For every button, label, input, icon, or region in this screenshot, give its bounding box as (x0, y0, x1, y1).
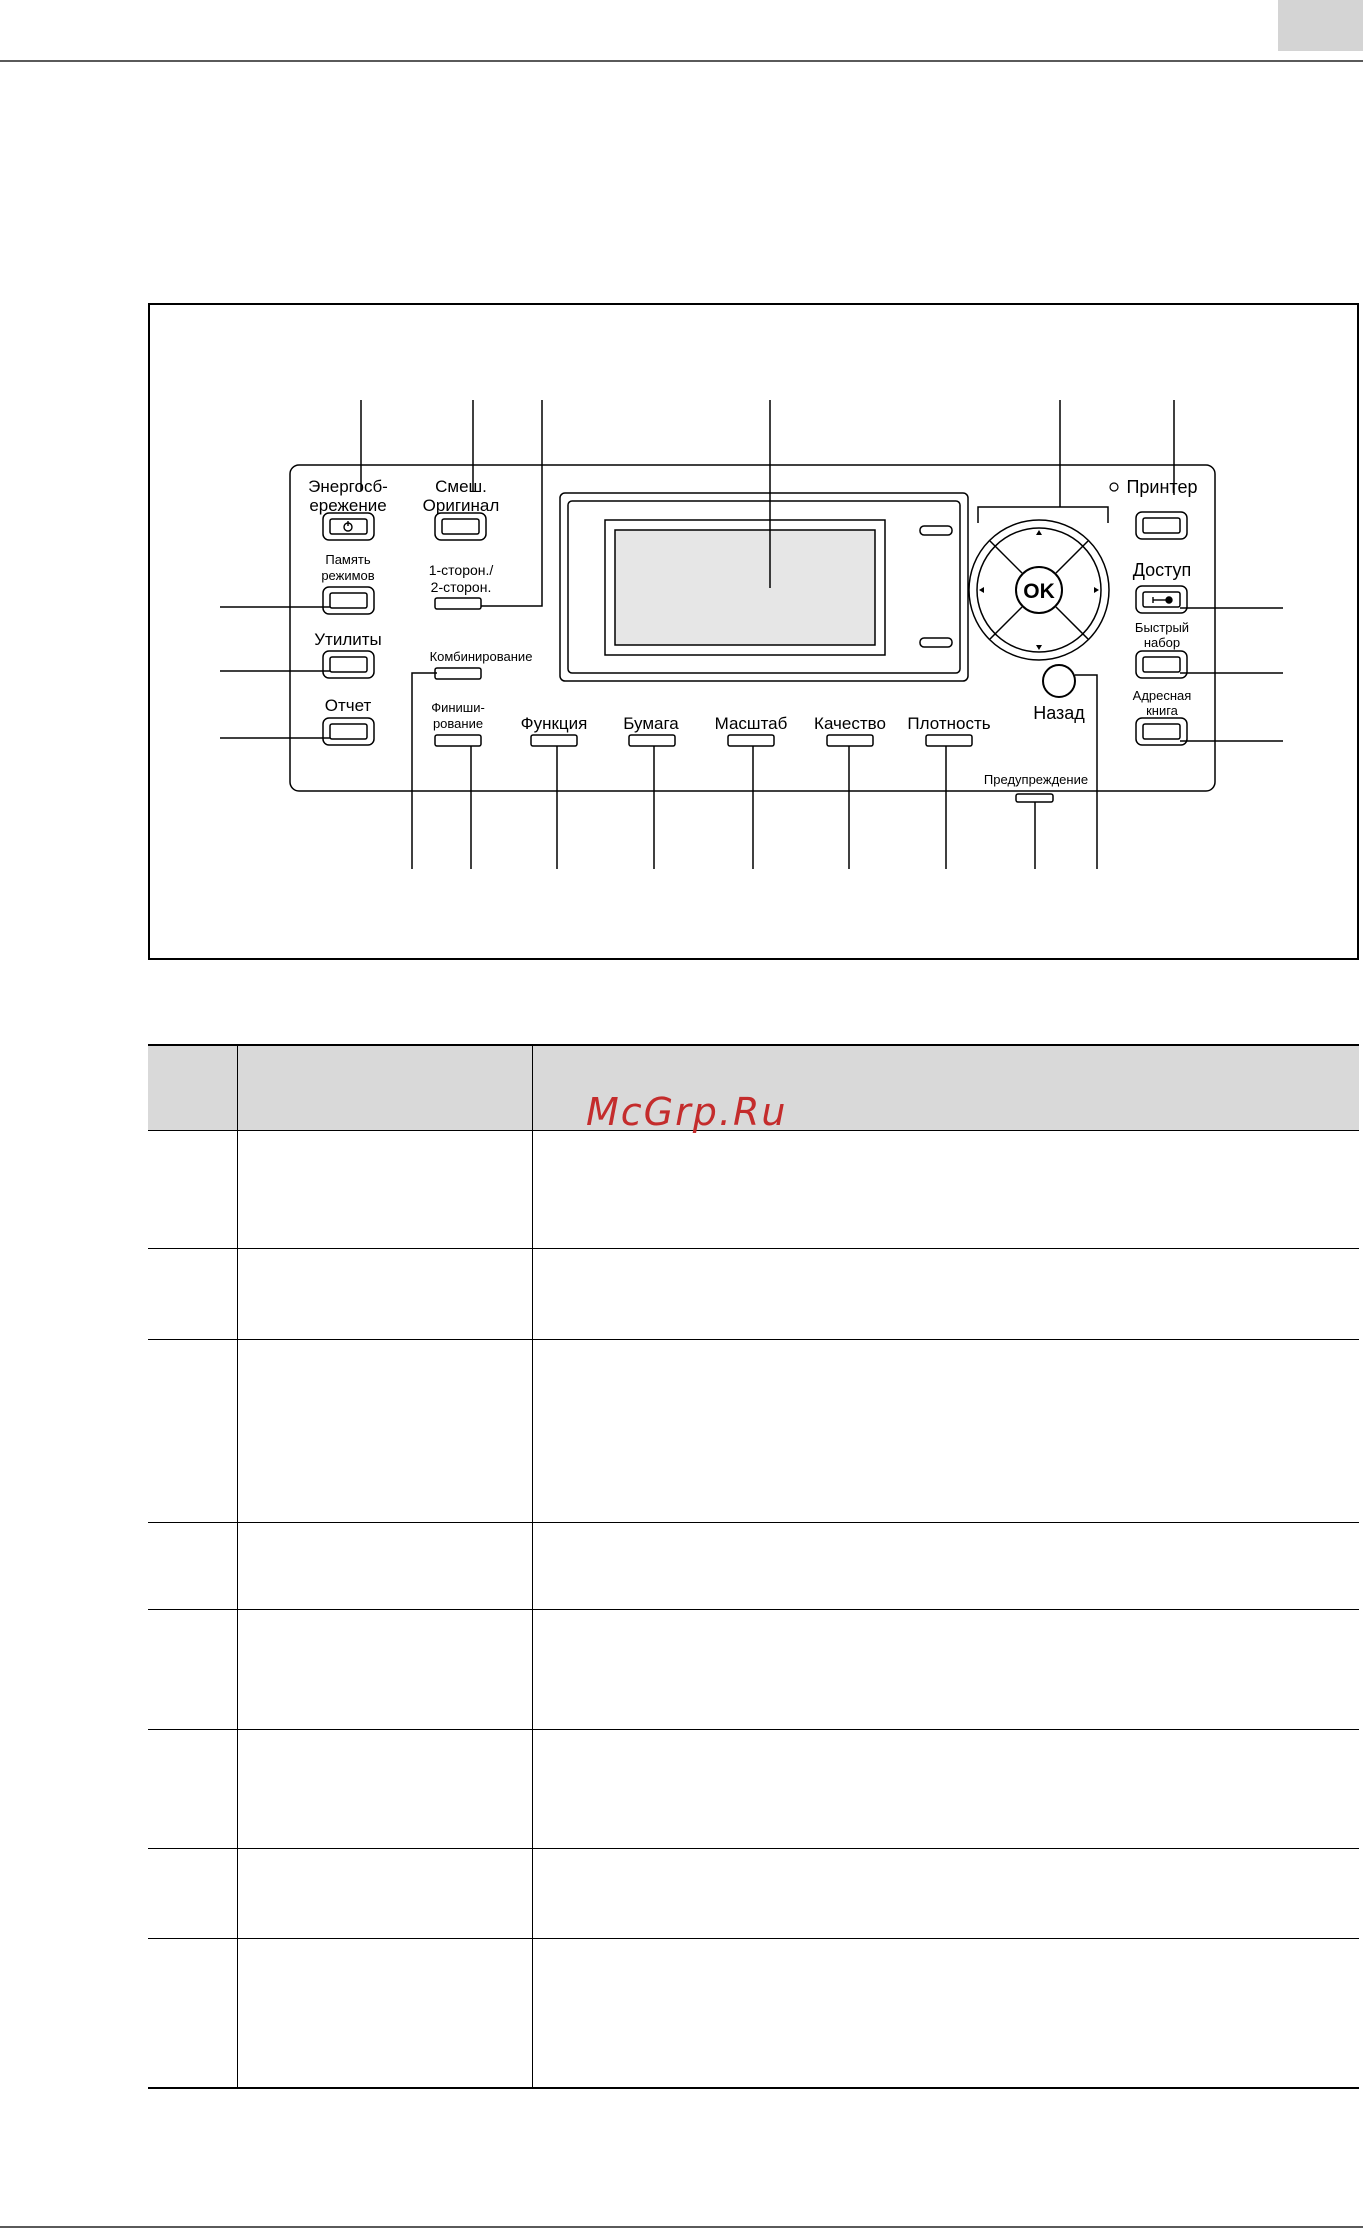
watermark: McGrp.Ru (586, 1090, 788, 1134)
display-side-key-top (920, 526, 952, 535)
power-icon (344, 521, 352, 531)
table-row-rule (148, 1729, 1359, 1730)
chapter-tab (1278, 0, 1363, 51)
combine-label: Комбинирование (429, 649, 533, 664)
speed-dial-key-face (1143, 657, 1180, 672)
control-panel-figure (148, 303, 1359, 960)
warning-indicator (1016, 794, 1053, 802)
table-bottom-rule (148, 2087, 1359, 2089)
finishing-label-2: рование (432, 716, 484, 731)
duplex-key[interactable] (435, 598, 481, 609)
mode-memory-key-face (330, 593, 367, 608)
speed-dial-label-1: Быстрый (1134, 620, 1190, 635)
energy-label-1: Энергосб- (308, 477, 388, 496)
back-key[interactable] (1043, 665, 1075, 697)
table-row-rule (148, 1522, 1359, 1523)
quality-label: Качество (814, 714, 886, 733)
finishing-key[interactable] (435, 735, 481, 746)
utilities-key-face (330, 657, 367, 672)
report-key-face (330, 724, 367, 739)
address-book-label-2: книга (1146, 703, 1178, 718)
duplex-label-1: 1-сторон./ (428, 562, 494, 578)
table-top-rule (148, 1044, 1359, 1046)
zoom-label: Масштаб (714, 714, 788, 733)
table-column-rule (532, 1044, 533, 2089)
nav-divider (990, 541, 1022, 573)
arrow-down-icon (1036, 645, 1042, 650)
zoom-key[interactable] (728, 735, 774, 746)
printer-label: Принтер (1126, 477, 1198, 497)
printer-key-face (1143, 518, 1180, 533)
table-column-rule (237, 1044, 238, 2089)
nav-divider (1056, 607, 1088, 639)
ok-label: OK (1023, 580, 1055, 603)
mixed-original-key-face (442, 519, 479, 534)
led-circle-icon (1110, 483, 1118, 491)
report-label: Отчет (324, 696, 372, 715)
header-rule (0, 60, 1363, 62)
paper-key[interactable] (629, 735, 675, 746)
table-row-rule (148, 1609, 1359, 1610)
quality-key[interactable] (827, 735, 873, 746)
lcd-screen (615, 530, 875, 645)
key-icon (1153, 597, 1172, 603)
memory-label-1: Память (325, 552, 371, 567)
mixed-label-1: Смеш. (435, 477, 487, 496)
table-row-rule (148, 1339, 1359, 1340)
nav-divider (1056, 541, 1088, 573)
table-row-rule (148, 1848, 1359, 1849)
warning-label: Предупреждение (983, 772, 1089, 787)
duplex-label-2: 2-сторон. (430, 579, 492, 595)
density-label: Плотность (907, 714, 991, 733)
table-row-rule (148, 1248, 1359, 1249)
arrow-up-icon (1036, 530, 1042, 535)
footer-rule (0, 2226, 1363, 2228)
arrow-right-icon (1094, 587, 1099, 593)
function-key[interactable] (531, 735, 577, 746)
mixed-label-2: Оригинал (422, 496, 500, 515)
table-row-rule (148, 1938, 1359, 1939)
control-panel-diagram (150, 305, 1357, 958)
address-book-label-1: Адресная (1132, 688, 1192, 703)
arrow-left-icon (979, 587, 984, 593)
speed-dial-label-2: набор (1143, 635, 1181, 650)
back-label: Назад (1033, 703, 1085, 723)
address-book-key-face (1143, 724, 1180, 739)
combine-key[interactable] (435, 668, 481, 679)
finishing-label-1: Финиши- (431, 700, 485, 715)
display-side-key-bottom (920, 638, 952, 647)
function-label: Функция (520, 714, 588, 733)
access-label: Доступ (1132, 560, 1192, 580)
utilities-label: Утилиты (314, 630, 382, 649)
energy-label-2: ережение (309, 496, 387, 515)
memory-label-2: режимов (321, 568, 375, 583)
density-key[interactable] (926, 735, 972, 746)
nav-divider (990, 607, 1022, 639)
paper-label: Бумага (623, 714, 679, 733)
